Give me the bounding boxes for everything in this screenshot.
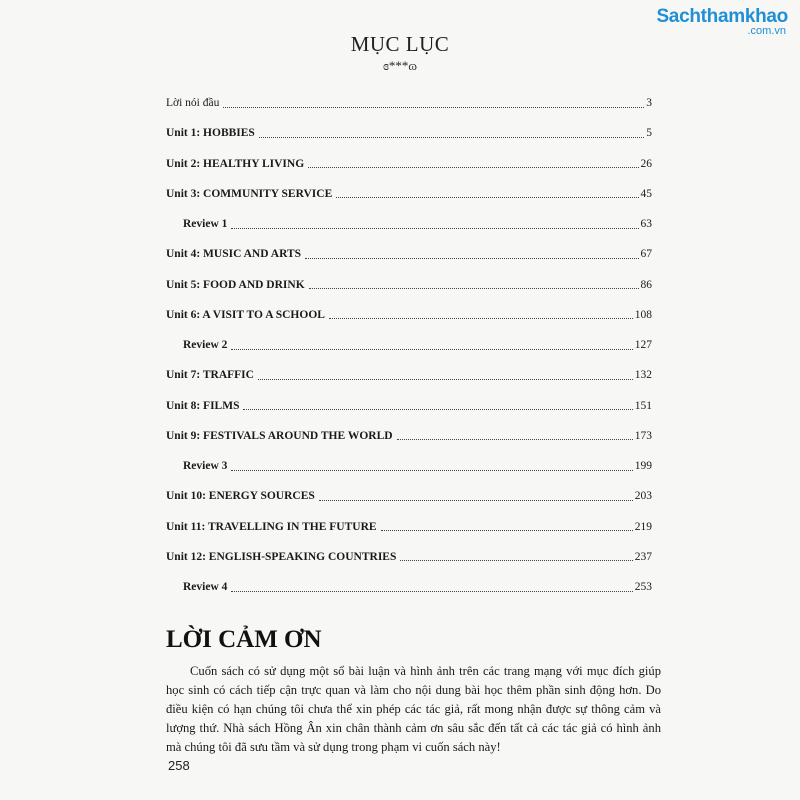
toc-leader-dots [309, 288, 639, 289]
toc-entry [166, 209, 652, 239]
toc-entry-label: Unit 12: ENGLISH-SPEAKING COUNTRIES [166, 551, 400, 563]
table-of-contents [166, 88, 652, 602]
toc-entry-label: Review 1 [166, 218, 231, 230]
toc-entry-page: 3 [646, 97, 652, 110]
toc-entry-label: Unit 7: TRAFFIC [166, 369, 258, 381]
toc-entry-page: 173 [634, 429, 652, 442]
toc-entry [166, 421, 652, 451]
toc-entry-label: Unit 4: MUSIC AND ARTS [166, 248, 305, 260]
toc-entry [166, 239, 652, 269]
toc-entry-label: Review 2 [166, 339, 231, 351]
toc-entry-label: Unit 5: FOOD AND DRINK [166, 279, 309, 291]
toc-entry-page: 253 [634, 581, 652, 594]
toc-entry-page: 199 [634, 460, 652, 473]
toc-leader-dots [258, 379, 633, 380]
toc-entry-label: Lời nói đầu [166, 97, 223, 109]
toc-entry-label: Review 3 [166, 460, 231, 472]
toc-entry [166, 88, 652, 118]
toc-entry-label: Unit 8: FILMS [166, 400, 243, 412]
toc-entry-label: Unit 10: ENERGY SOURCES [166, 490, 319, 502]
page-number: 258 [168, 758, 190, 773]
toc-leader-dots [231, 470, 632, 471]
toc-leader-dots [308, 167, 638, 168]
toc-entry-label: Unit 2: HEALTHY LIVING [166, 158, 308, 170]
toc-entry [166, 118, 652, 148]
toc-entry-page: 151 [634, 399, 652, 412]
toc-leader-dots [223, 107, 644, 108]
toc-entry-label: Unit 1: HOBBIES [166, 127, 259, 139]
toc-leader-dots [305, 258, 638, 259]
toc-leader-dots [231, 591, 632, 592]
toc-leader-dots [329, 318, 633, 319]
toc-entry-page: 26 [640, 157, 652, 170]
toc-entry [166, 300, 652, 330]
toc-entry-page: 237 [634, 550, 652, 563]
toc-leader-dots [400, 560, 632, 561]
toc-entry [166, 481, 652, 511]
toc-entry-page: 45 [640, 187, 652, 200]
toc-entry-label: Unit 3: COMMUNITY SERVICE [166, 188, 336, 200]
watermark-domain: .com.vn [747, 25, 786, 37]
toc-entry [166, 512, 652, 542]
toc-entry [166, 391, 652, 421]
toc-entry-label: Unit 6: A VISIT TO A SCHOOL [166, 309, 329, 321]
toc-ornament: ɞ***ɷ [383, 58, 417, 73]
toc-entry [166, 542, 652, 572]
toc-leader-dots [381, 530, 633, 531]
toc-entry [166, 360, 652, 390]
toc-entry [166, 149, 652, 179]
toc-entry [166, 330, 652, 360]
toc-entry-page: 108 [634, 308, 652, 321]
toc-entry-page: 67 [640, 248, 652, 261]
toc-leader-dots [231, 349, 632, 350]
toc-entry-label: Unit 9: FESTIVALS AROUND THE WORLD [166, 430, 397, 442]
toc-entry-page: 203 [634, 490, 652, 503]
toc-leader-dots [397, 439, 633, 440]
toc-entry-page: 219 [634, 520, 652, 533]
toc-leader-dots [231, 228, 638, 229]
toc-entry-label: Unit 11: TRAVELLING IN THE FUTURE [166, 521, 381, 533]
toc-entry [166, 270, 652, 300]
toc-leader-dots [243, 409, 632, 410]
toc-entry [166, 179, 652, 209]
toc-leader-dots [319, 500, 633, 501]
toc-entry-page: 127 [634, 339, 652, 352]
toc-title: MỤC LỤC [350, 32, 450, 56]
toc-entry-page: 86 [640, 278, 652, 291]
toc-entry [166, 572, 652, 602]
toc-entry-page: 132 [634, 369, 652, 382]
toc-entry-label: Review 4 [166, 581, 231, 593]
thanks-heading: LỜI CẢM ƠN [166, 626, 322, 653]
toc-entry-page: 5 [646, 127, 652, 140]
toc-leader-dots [259, 137, 644, 138]
toc-entry-page: 63 [640, 218, 652, 231]
thanks-paragraph [166, 662, 661, 757]
thanks-body-text: Cuốn sách có sử dụng một số bài luận và hình ảnh trên các trang mạng với mục đích giúp học sinh có cách tiếp cận trực quan và làm cho nội dung bài học thêm phần sinh động hơn. Do điều kiện có hạn chúng tôi chưa thể xin phép các tác giả, rất mong nhận được sự thông cảm và lượng thứ. Nhà sách Hồng Ân xin chân thành cảm ơn sâu sắc đến tất cả các tác giả có hình ảnh mà chúng tôi đã sưu tầm và sử dụng trong phạm vi cuốn sách này! [166, 664, 661, 754]
watermark-brand: Sachthamkhao [656, 6, 788, 27]
toc-entry [166, 451, 652, 481]
toc-leader-dots [336, 197, 638, 198]
